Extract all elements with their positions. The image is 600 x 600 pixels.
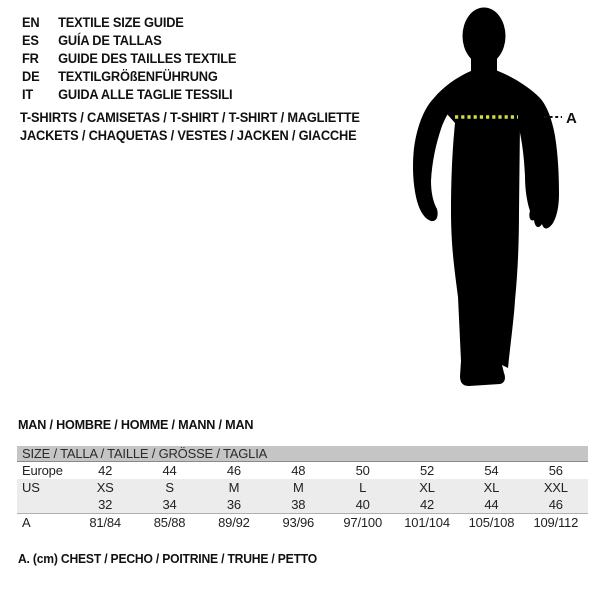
- category-jackets: JACKETS / CHAQUETAS / VESTES / JACKEN / GIACCHE: [20, 128, 357, 143]
- language-label: GUIDA ALLE TAGLIE TESSILI: [58, 86, 233, 102]
- table-cell: 54: [484, 463, 499, 478]
- table-row-europe: [17, 462, 588, 479]
- table-cell: M: [228, 480, 240, 495]
- language-code: DE: [22, 68, 40, 84]
- size-table: [17, 446, 588, 531]
- table-cell: 44: [162, 463, 177, 478]
- table-cell: XS: [96, 480, 114, 495]
- section-title-man: MAN / HOMBRE / HOMME / MANN / MAN: [18, 417, 254, 432]
- table-row-uk: [17, 496, 588, 513]
- table-cell: 42: [420, 497, 435, 512]
- table-cell: 85/88: [153, 515, 186, 530]
- size-table-header: SIZE / TALLA / TAILLE / GRÖSSE / TAGLIA: [17, 446, 588, 462]
- table-cell: XL: [419, 480, 435, 495]
- table-cell: 105/108: [468, 515, 515, 530]
- category-tshirts: T-SHIRTS / CAMISETAS / T-SHIRT / T-SHIRT / MAGLIETTE: [20, 110, 360, 125]
- row-label: Europe: [22, 463, 63, 478]
- table-cell: 81/84: [89, 515, 121, 530]
- language-row-fr: [22, 49, 236, 67]
- language-code: ES: [22, 32, 39, 48]
- language-code: EN: [22, 14, 40, 30]
- language-row-en: [22, 13, 236, 31]
- table-cell: L: [359, 480, 367, 495]
- language-label: GUÍA DE TALLAS: [58, 32, 162, 48]
- table-cell: XL: [483, 480, 500, 495]
- row-label: US: [22, 480, 40, 495]
- language-row-es: [22, 31, 236, 49]
- table-cell: 46: [226, 463, 241, 478]
- measure-label-a: A: [566, 110, 577, 127]
- table-cell: 97/100: [343, 515, 382, 530]
- measurement-figure: [405, 5, 600, 395]
- table-cell: 56: [548, 463, 563, 478]
- language-code: FR: [22, 50, 39, 66]
- language-row-it: [22, 85, 236, 103]
- table-cell: 46: [548, 497, 563, 512]
- table-cell: S: [165, 480, 174, 495]
- table-cell: 32: [98, 497, 113, 512]
- table-cell: 40: [355, 497, 370, 512]
- table-cell: 50: [355, 463, 370, 478]
- man-silhouette-graphic: [405, 5, 600, 395]
- table-cell: 89/92: [218, 515, 250, 530]
- language-label: GUIDE DES TAILLES TEXTILE: [58, 50, 237, 66]
- language-code: IT: [22, 86, 34, 102]
- table-cell: XXL: [543, 480, 568, 495]
- table-cell: 101/104: [404, 515, 450, 530]
- table-cell: 42: [98, 463, 113, 478]
- measure-footnote: A. (cm) CHEST / PECHO / POITRINE / TRUHE / PETTO: [18, 552, 318, 566]
- table-row-us: [17, 479, 588, 496]
- table-cell: 93/96: [282, 515, 315, 530]
- table-cell: 34: [162, 497, 177, 512]
- row-label: A: [22, 515, 31, 530]
- table-cell: 52: [420, 463, 435, 478]
- language-row-de: [22, 67, 236, 85]
- table-cell: 48: [291, 463, 306, 478]
- table-cell: 109/112: [533, 515, 579, 530]
- table-cell: 38: [291, 497, 306, 512]
- table-cell: 44: [484, 497, 499, 512]
- language-label: TEXTILGRÖßENFÜHRUNG: [58, 68, 218, 84]
- table-cell: M: [292, 480, 304, 495]
- table-cell: 36: [226, 497, 241, 512]
- language-label: TEXTILE SIZE GUIDE: [58, 14, 184, 30]
- language-list: [22, 13, 236, 103]
- garment-categories: [20, 109, 360, 145]
- table-row-chest-a: [17, 513, 588, 531]
- silhouette-right-arm: [518, 98, 559, 228]
